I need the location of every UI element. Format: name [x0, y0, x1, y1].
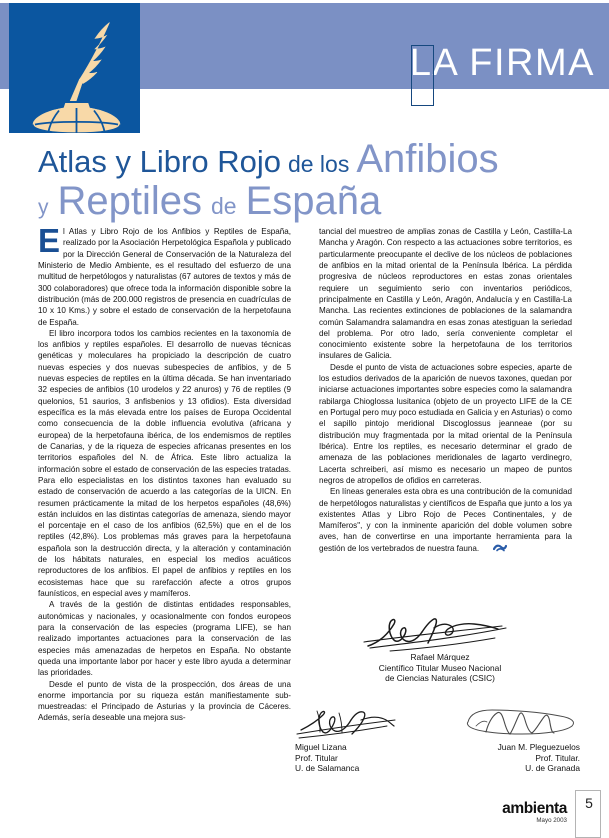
signature-name: Juan M. Pleguezuelos: [497, 742, 580, 752]
title-part-anfibios: Anfibios: [356, 137, 499, 181]
drop-cap: E: [38, 222, 61, 259]
paragraph-text: En líneas generales esta obra es una contribución de la comunidad de herpetólogos naturalistas y científicos de España que junto a los ya existentes Atlas y Libro Rojo de Peces Continentales, y de Mamíferos", y con la inminente aparición del doble volumen sobre aves, han de convertirse en una importante herramienta para la gestión de los vertebrados de nuestra fauna.: [319, 487, 572, 553]
paragraph: [319, 486, 572, 554]
page-footer: [0, 786, 609, 836]
article-column-right: [319, 226, 572, 554]
paragraph: [38, 679, 291, 724]
quill-pen-inkstand-icon: [9, 3, 140, 133]
title-part-atlas: Atlas y Libro Rojo: [38, 144, 281, 179]
signature-miguel-lizana: [295, 708, 435, 774]
signature-juan-m-pleguezuelos: [440, 708, 580, 774]
handwritten-signature-icon: [295, 708, 405, 740]
handwritten-signature-icon: [360, 612, 520, 652]
paragraph-text: A través de la gestión de distintas entidades responsables, autonómicas y nacionales, y ocasionalmente con fondos europeos para la conservación de las especies (programa LIFE), se han realizado importantes actuaciones para la conservación de las especies más amenazadas de herpetos en España. No obstante queda una importante labor por hacer y este libro ayuda a determinar las prioridades.: [38, 600, 291, 678]
section-title: LA FIRMA: [409, 42, 595, 84]
paragraph: [319, 362, 572, 486]
title-part-reptiles: Reptiles: [57, 179, 203, 223]
paragraph: [38, 328, 291, 600]
signature-name: Miguel Lizana: [295, 742, 347, 752]
focus-highlight-box: [411, 45, 434, 106]
signature-rafael-marquez: [300, 612, 580, 684]
signature-title-line-1: Científico Titular Museo Nacional: [378, 662, 502, 673]
end-of-article-mark: [482, 544, 496, 552]
signature-name: Rafael Márquez: [410, 652, 470, 662]
brand-name: ambienta: [502, 800, 567, 818]
article-column-left: [38, 222, 291, 724]
article-main-title: [38, 139, 598, 221]
handwritten-signature-icon: [462, 708, 580, 740]
signature-title-line-1: Prof. Titular.: [535, 752, 580, 763]
paragraph-text: El libro incorpora todos los cambios recientes en la taxonomía de los anfibios y reptiles españoles. El desarrollo de nuevas técnicas genéticas y moleculares ha propiciado la descripción de cuatro nuevas especies y dos nuevas subespecies de anfibios, y de 5 nuevas especies de reptiles en la última década. Se han inventariado 32 especies de anfibios (10 urodelos y 22 anuros) y 76 de reptiles (9 quelonios, 51 saurios, 3 anfisbenios y 13 ofidios). Esta diversidad específica es la más elevada entre los países de Europa Occidental como consecuencia de la doble influencia evolutiva (africana y europea) de la herpetofauna ibérica, de los endemismos de reptiles de Canarias, y de la riqueza de especies africanas presentes en los territorios españoles del N. de África. Este libro actualiza la información sobre el estado de conservación de las especies tratadas. Para ello especialistas en los distintos taxones han evaluado su estado de conservación de acuerdo a las categorías de la UICN. En resumen prácticamente la mitad de los herpetos españoles (48,6%) están incluidos en las distintas categorías de amenaza, siendo mayor el porcentaje en el caso de los anfibios (62,5%) que en el de los reptiles (42,8%). Los problemas más graves para la herpetofauna española son la destrucción directa, y la alteración y contaminación de los hábitats naturales, en especial los medios acuáticos reproductores de los anfibios. El papel de anfibios y reptiles en los ecosistemas hace que su rarefacción afecte a otros grupos faunísticos, en especial aves y mamíferos.: [38, 328, 291, 598]
page-number-box: [575, 790, 601, 838]
article-body: [38, 222, 572, 786]
title-part-y: y: [38, 196, 49, 219]
paragraph-text: Desde el punto de vista de la prospección, dos áreas de una enorme importancia por su riqueza están manifiestamente sub-muestreadas: el Principado de Asturias y la provincia de Cáceres. Además, sería deseable una mejora sus-: [38, 679, 291, 723]
page-number: 5: [585, 795, 593, 811]
title-part-de: de: [211, 193, 237, 219]
magazine-logo-block: [9, 3, 140, 133]
page-header: [0, 0, 609, 140]
magazine-brand: [502, 801, 567, 824]
signature-title-line-2: de Ciencias Naturales (CSIC): [385, 673, 495, 683]
signature-title-line-1: Prof. Titular: [295, 752, 338, 763]
paragraph-text: l Atlas y Libro Rojo de los Anfibios y Reptiles de España, realizado por la Asociación Herpetológica Española y publicado por la Dirección General de Conservación de la Naturaleza del Ministerio de Medio Ambiente, es el resultado del esfuerzo de una multitud de herpetólogos y naturalistas (67 autores de textos y más de 300 colaboradores) que ofrece toda la información disponible sobre la distribución (más de 200.000 registros de presencia en cuadrículas de 10 x 10 Kms.) y sobre el estado de conservación de la herpetofauna de España.: [38, 227, 291, 327]
signature-title-line-2: U. de Granada: [525, 763, 580, 773]
title-part-espana: España: [245, 179, 382, 223]
paragraph: [319, 226, 572, 362]
paragraph: [38, 599, 291, 678]
paragraph-text: tancial del muestreo de amplias zonas de Castilla y León, Castilla-La Mancha y Aragón. Con respecto a las actuaciones sobre territorios, es particularmente preocupante el declive de los núcleos de poblaciones de anfibios en la mitad oriental de la Península Ibérica. La pérdida progresiva de núcleos reproductores en estas zonas orientales requiere un seguimiento serio con inventarios periódicos, principalmente en Castilla y León, Aragón, Andalucía y en Castilla-La Mancha. Las recientes extinciones de poblaciones de la salamandra común Salamandra salamandra en esas zonas atestiguan la seriedad del problema. Por otro lado, sería conveniente completar el conocimiento existente sobre la herpetofauna de los territorios insulares de Galicia.: [319, 227, 572, 361]
title-part-delos: de los: [287, 151, 350, 177]
paragraph: [38, 222, 291, 328]
signature-title-line-2: U. de Salamanca: [295, 763, 360, 773]
issue-date: Mayo 2003: [536, 816, 567, 824]
paragraph-text: Desde el punto de vista de actuaciones sobre especies, aparte de los estudios derivados de la aparición de nuevos taxones, quedan por iniciarse actuaciones importantes sobre especies como la salamandra rabilarga Chioglossa lusitanica (objeto de un proyecto LIFE de la CE en Portugal pero muy poco estudiada en Galicia y en Asturias) o como el sapillo pintojo meridional Discoglossus jeanneae (por su distribución muy fragmentada por la mitad oriental de la Península Ibérica). Entre los reptiles, es necesario determinar el grado de amenaza de las poblaciones meridionales de lagarto verdinegro, Lacerta schreiberi, así mismo es necesario un mapeo de puntos negros de atropellos de ofidios en carreteras.: [319, 362, 572, 485]
